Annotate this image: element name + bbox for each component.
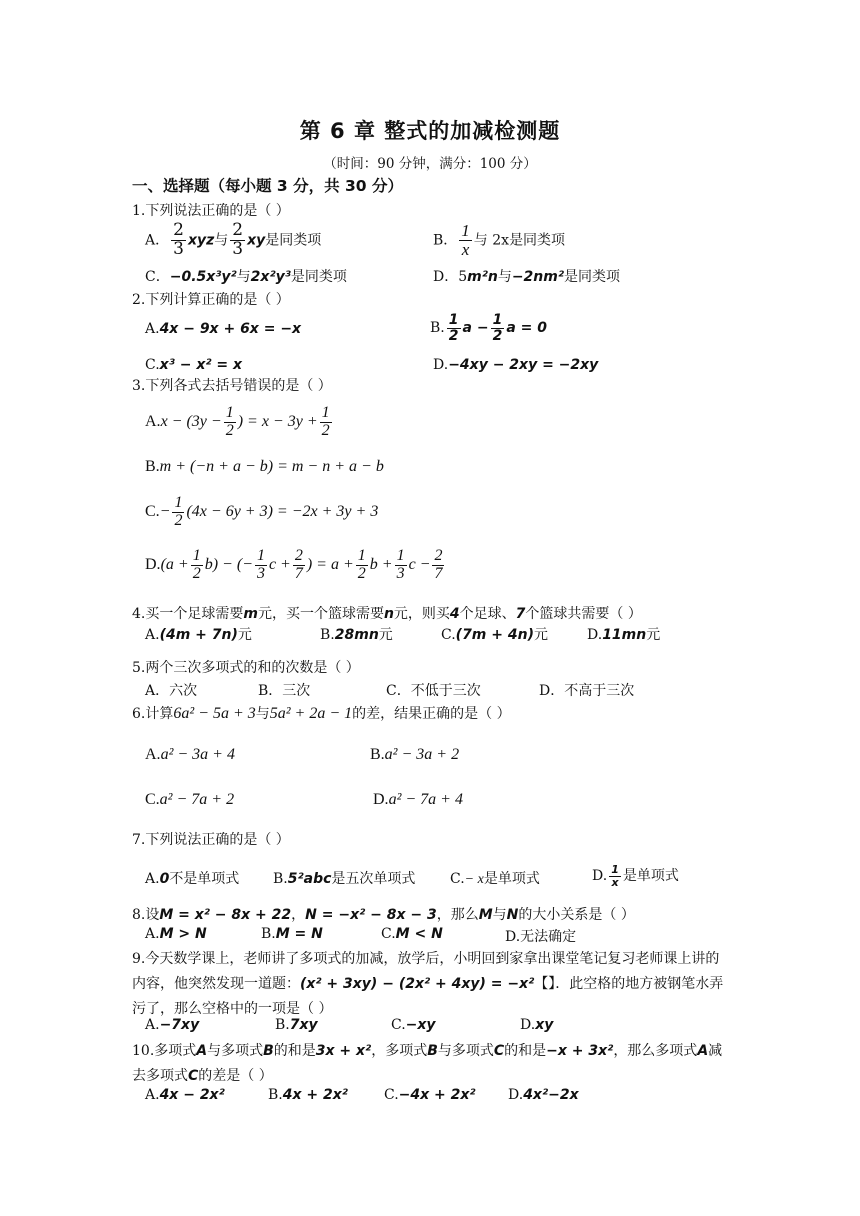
question-3-option-b: B.m + (−n + a − b) = m − n + a − b <box>145 458 384 475</box>
question-1-stem: 1.下列说法正确的是（ ） <box>132 203 290 219</box>
fraction: $\frac{1}{x}$ <box>461 221 470 259</box>
question-1-option-a: A． $\frac{2}{3}$ xyz与 $\frac{2}{3}$ xy是同类项 <box>145 220 322 259</box>
question-10-stem: 10.多项式A与多项式B的和是3x + x²，多项式B与多项式C的和是−x + 3x²，那么多项式A减去多项式C的差是（ ） <box>132 1043 723 1084</box>
fraction: $\frac{1}{2}$ <box>174 494 183 529</box>
fraction: $\frac{2}{3}$ <box>173 220 184 259</box>
question-10-option-d: D.4x²−2x <box>508 1087 579 1103</box>
section-heading: 一、选择题（每小题 3 分，共 30 分） <box>132 177 403 195</box>
fraction: $\frac{2}{7}$ <box>434 547 443 582</box>
question-6-option-b: B.a² − 3a + 2 <box>370 746 460 763</box>
fraction: $\frac{1}{3}$ <box>396 547 405 582</box>
question-8-option-a: A.M > N <box>145 926 207 942</box>
question-1-option-c: C．−0.5x³y²与2x²y³是同类项 <box>145 269 347 285</box>
question-8-option-c: C.M < N <box>381 926 443 942</box>
question-7-option-b: B.5²abc是五次单项式 <box>273 871 416 887</box>
question-5-option-c: C．不低于三次 <box>386 683 481 699</box>
question-5-option-d: D．不高于三次 <box>539 683 635 699</box>
question-9-option-d: D.xy <box>520 1017 554 1033</box>
question-7-option-a: A.0不是单项式 <box>145 871 240 887</box>
question-9-stem: 9.今天数学课上，老师讲了多项式的加减，放学后，小明回到家拿出课堂笔记复习老师课上讲的内容，他突然发现一道题：(x² + 3xy) − (2x² + 4xy) = −x²【】．此空格的地方被钢笔水弄污了，那么空格中的一项是（ ） <box>132 951 724 1017</box>
page-title: 第 6 章 整式的加减检测题 <box>299 119 561 143</box>
question-6-option-a: A.a² − 3a + 4 <box>145 746 235 763</box>
fraction: $\frac{1}{x}$ <box>611 863 619 889</box>
question-2-option-a: A.4x − 9x + 6x = −x <box>145 321 302 337</box>
fraction: $\frac{1}{2}$ <box>192 547 201 582</box>
question-6-stem: 6.计算6a² − 5a + 3与5a² + 2a − 1的差，结果正确的是（ ） <box>132 705 511 722</box>
fraction: $\frac{1}{2}$ <box>448 312 459 344</box>
fraction: $\frac{1}{2}$ <box>321 404 330 439</box>
question-6-option-c: C.a² − 7a + 2 <box>145 791 235 808</box>
question-9-option-a: A.−7xy <box>145 1017 200 1033</box>
question-8-option-b: B.M = N <box>261 926 323 942</box>
question-4-option-c: C.(7m + 4n)元 <box>441 627 548 643</box>
question-9-option-c: C.−xy <box>391 1017 436 1033</box>
question-7-stem: 7.下列说法正确的是（ ） <box>132 832 290 848</box>
question-10-option-b: B.4x + 2x² <box>268 1087 348 1103</box>
fraction: $\frac{1}{2}$ <box>492 312 503 344</box>
fraction: $\frac{1}{3}$ <box>256 547 265 582</box>
question-4-option-d: D.11mn元 <box>587 627 661 643</box>
question-8-option-d: D.无法确定 <box>505 929 577 945</box>
question-9-option-b: B.7xy <box>275 1017 318 1033</box>
question-5-option-a: A．六次 <box>145 683 198 699</box>
question-1-option-b: B． $\frac{1}{x}$ 与 2x是同类项 <box>433 221 566 259</box>
question-2-option-c: C.x³ − x² = x <box>145 357 242 373</box>
fraction: $\frac{2}{7}$ <box>294 547 303 582</box>
question-1-option-d: D．5m²n与−2nm²是同类项 <box>433 269 620 285</box>
fraction: $\frac{1}{2}$ <box>357 547 366 582</box>
question-8-stem: 8.设M = x² − 8x + 22，N = −x² − 8x − 3，那么M与N的大小关系是（ ） <box>132 907 635 923</box>
question-3-option-c: C.− $\frac{1}{2}$ (4x − 6y + 3) = −2x + 3y + 3 <box>145 494 379 529</box>
question-10-option-c: C.−4x + 2x² <box>384 1087 476 1103</box>
question-5-option-b: B．三次 <box>258 683 311 699</box>
question-2-option-d: D.−4xy − 2xy = −2xy <box>433 357 599 373</box>
question-4-option-b: B.28mn元 <box>320 627 393 643</box>
question-6-option-d: D.a² − 7a + 4 <box>373 791 463 808</box>
fraction: $\frac{2}{3}$ <box>232 220 244 259</box>
question-4-option-a: A.(4m + 7n)元 <box>145 627 252 643</box>
question-2-stem: 2.下列计算正确的是（ ） <box>132 292 290 308</box>
question-2-option-b: B. $\frac{1}{2}$ a − $\frac{1}{2}$ a = 0 <box>430 312 547 344</box>
question-10-option-a: A.4x − 2x² <box>145 1087 225 1103</box>
question-5-stem: 5.两个三次多项式的和的次数是（ ） <box>132 660 360 676</box>
question-7-option-c: C.− x是单项式 <box>450 871 540 887</box>
question-4-stem: 4.买一个足球需要m元，买一个篮球需要n元，则买4个足球、7个篮球共需要（ ） <box>132 606 642 622</box>
question-7-option-d: D. $\frac{1}{x}$ 是单项式 <box>592 863 679 889</box>
question-3-option-d: D.(a + $\frac{1}{2}$ b) − (− $\frac{1}{3}$ c + $\frac{2}{7}$ ) = a + $\frac{1}{2}$ b + $\frac{1}{3}$ c − $\frac{2}{7}$ <box>145 547 443 582</box>
page-subtitle: （时间：90 分钟，满分：100 分） <box>323 156 537 172</box>
question-3-stem: 3.下列各式去括号错误的是（ ） <box>132 378 332 394</box>
question-3-option-a: A.x − (3y − $\frac{1}{2}$ ) = x − 3y + $\frac{1}{2}$ <box>145 404 330 439</box>
fraction: $\frac{1}{2}$ <box>225 404 234 439</box>
